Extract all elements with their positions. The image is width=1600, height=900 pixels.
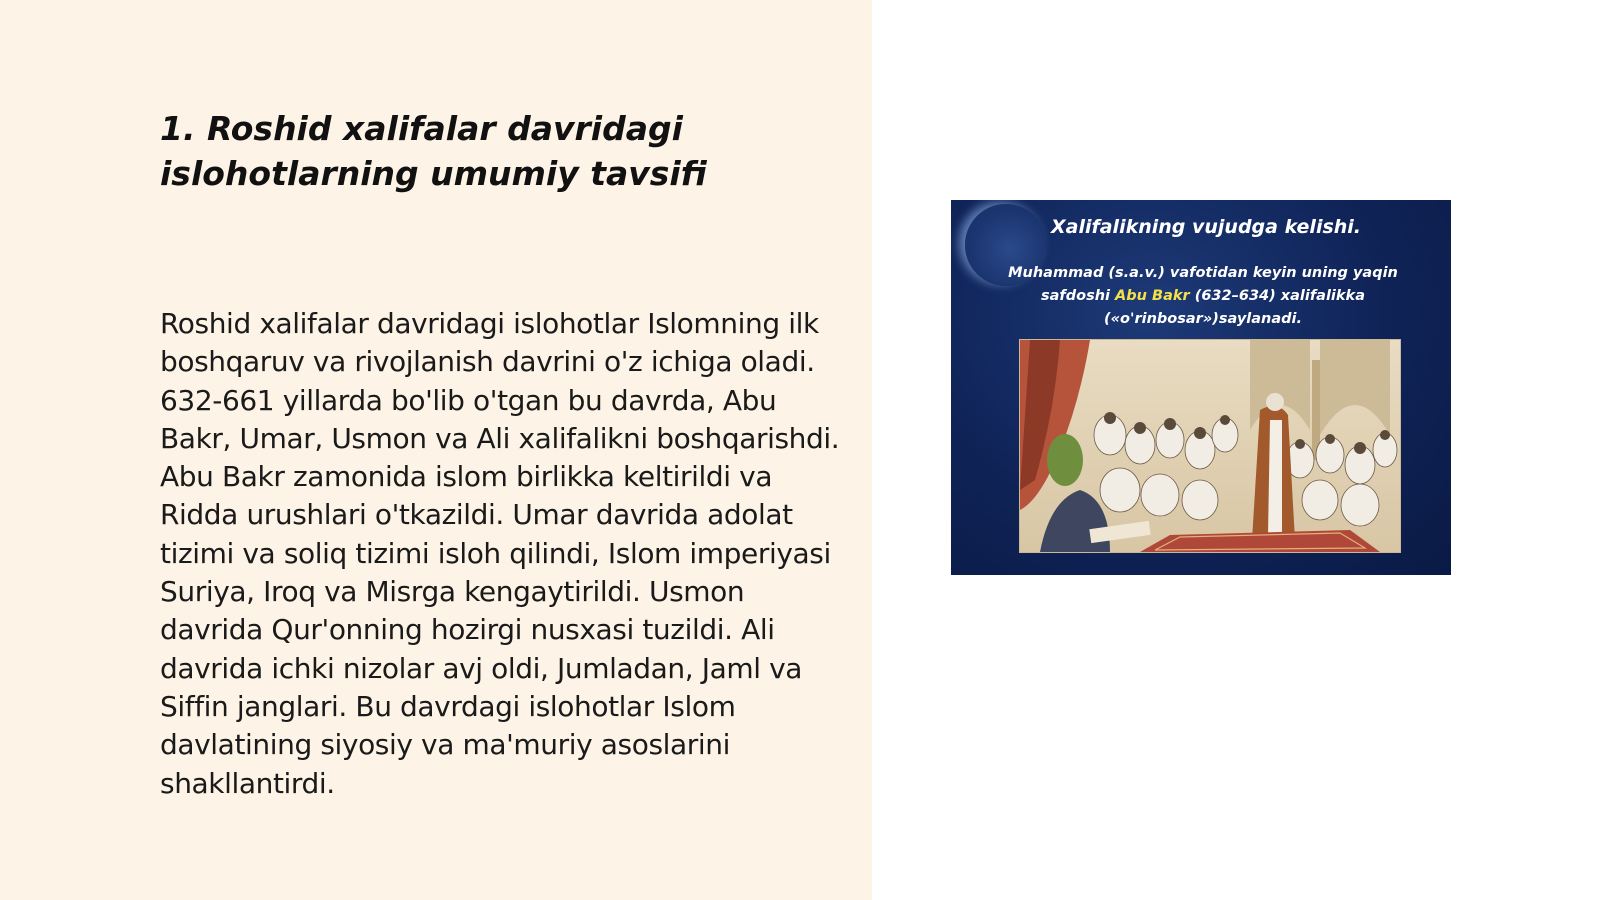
caption-text-before: Muhammad (s.a.v.) vafotidan keyin uning yaqin safdoshi [1008,265,1398,304]
slide-title: 1. Roshid xalifalar davridagi islohotlarning umumiy tavsifi [160,109,707,193]
caption-text-after: (632–634) xalifalikka («o'rinbosar»)saylanadi. [1104,288,1365,327]
historical-painting [1019,339,1401,553]
image-caption [1003,262,1403,331]
caliphate-illustration [951,200,1451,575]
caption-highlight-abu-bakr: Abu Bakr [1115,288,1190,304]
slide-body-text: Roshid xalifalar davridagi islohotlar Islomning ilk boshqaruv va rivojlanish davrini o'z ichiga oladi. 632-661 yillarda bo'lib o'tgan bu davrda, Abu Bakr, Umar, Usmon va Ali xalifalikni boshqarishdi. Abu Bakr zamonida islom birlikka keltirildi va Ridda urushlari o'tkazildi. Umar davrida adolat tizimi va soliq tizimi isloh qilindi, Islom imperiyasi Suriya, Iroq va Misrga kengaytirildi. Usmon davrida Qur'onning hozirgi nusxasi tuzildi. Ali davrida ichki nizolar avj oldi, Jumladan, Jaml va Siffin janglari. Bu davrdagi islohotlar Islom davlatining siyosiy va ma'muriy asoslarini shakllantirdi. [160,307,840,800]
image-title: Xalifalikning vujudga kelishi. [1050,216,1362,238]
